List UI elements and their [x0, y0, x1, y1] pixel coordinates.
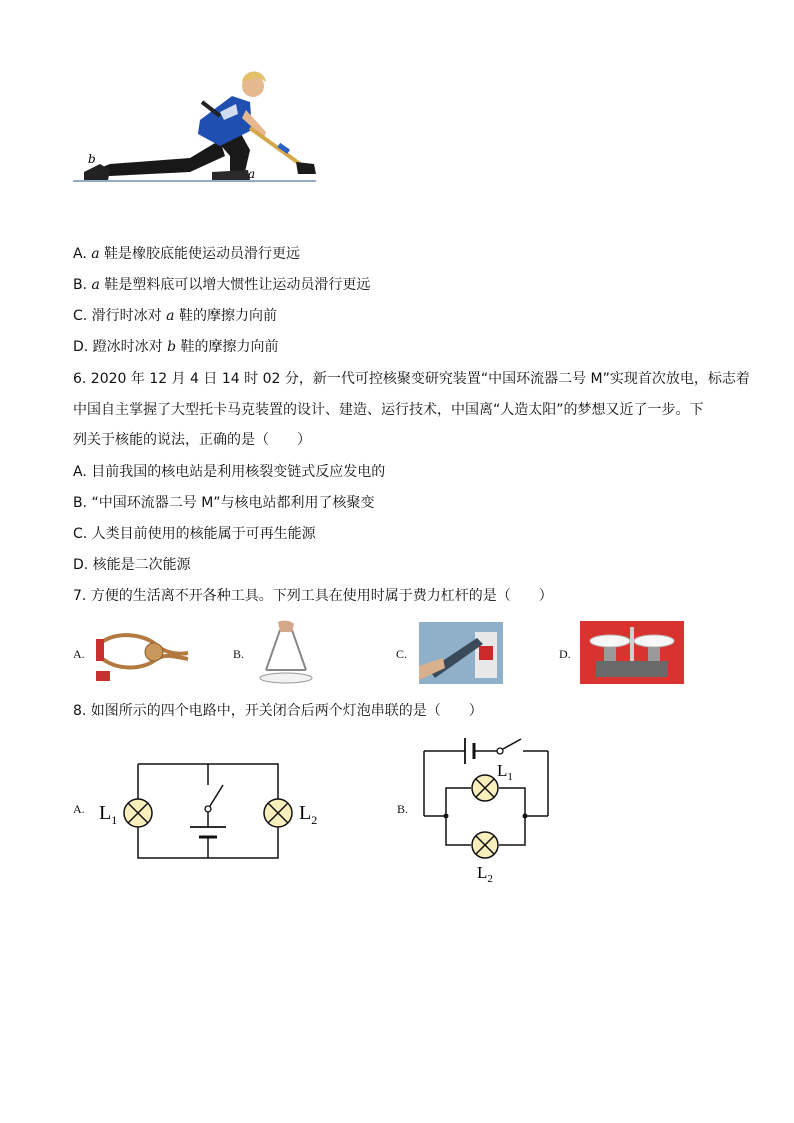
q7-label-a: A. [73, 647, 85, 661]
q6-stem-line3: 列关于核能的说法，正确的是（ ） [73, 432, 311, 448]
q7-label-b: B. [233, 647, 245, 661]
label-a: a [248, 167, 256, 181]
curler-figure [70, 60, 330, 190]
circuit-b-l2-label: $L_2$ [477, 863, 493, 885]
circuit-a-lamp-l1 [124, 799, 152, 827]
circuit-b-lamp-l2 [472, 832, 498, 858]
athlete-back-leg [90, 140, 225, 176]
q7-label-d: D. [559, 647, 571, 661]
plate-tongs-image [256, 620, 316, 684]
circuit-a-lamp-l2 [264, 799, 292, 827]
shoe-a [212, 170, 250, 180]
q7-label-c: C. [396, 647, 408, 661]
q8-label-a: A. [73, 802, 85, 816]
q5-option-d: D. 蹬冰时冰对 b 鞋的摩擦力向前 [73, 339, 279, 355]
q6-option-b: B. “中国环流器二号 M”与核电站都利用了核聚变 [73, 495, 375, 511]
q7-stem: 7. 方便的生活离不开各种工具。下列工具在使用时属于费力杠杆的是（ ） [73, 588, 553, 604]
q8-stem: 8. 如图所示的四个电路中，开关闭合后两个灯泡串联的是（ ） [73, 703, 483, 719]
bottle-opener-image [419, 622, 503, 684]
q5-option-b: B. a 鞋是塑料底可以增大惯性让运动员滑行更远 [73, 277, 371, 293]
q5-option-a: A. a 鞋是橡胶底能使运动员滑行更远 [73, 246, 301, 262]
circuit-b-switch [503, 739, 521, 749]
circuit-a-l2-label: $L_2$ [299, 802, 318, 827]
q5-option-c: C. 滑行时冰对 a 鞋的摩擦力向前 [73, 308, 277, 324]
broom-head [296, 162, 316, 174]
q6-option-d: D. 核能是二次能源 [73, 557, 191, 573]
nutcracker-image [96, 625, 191, 685]
circuit-a-diagram [95, 755, 330, 865]
q8-label-b: B. [397, 802, 409, 816]
circuit-b-l1-label: $L_1$ [497, 761, 513, 783]
circuit-a-switch-pivot [205, 806, 211, 812]
circuit-b-diagram [415, 732, 560, 892]
circuit-b-switch-pivot [497, 748, 503, 754]
q6-option-a: A. 目前我国的核电站是利用核裂变链式反应发电的 [73, 464, 386, 480]
q6-stem-line2: 中国自主掌握了大型托卡马克装置的设计、建造、运行技术，中国离“人造太阳”的梦想又近了一步。下 [73, 402, 704, 418]
q6-option-c: C. 人类目前使用的核能属于可再生能源 [73, 526, 316, 542]
circuit-b-lamp-l1 [472, 775, 498, 801]
balance-scale-image [580, 621, 684, 684]
circuit-a-l1-label: $L_1$ [99, 802, 118, 827]
circuit-a-switch [210, 785, 223, 806]
q6-stem-line1: 6. 2020 年 12 月 4 日 14 时 02 分，新一代可控核聚变研究装置“中国环流器二号 M”实现首次放电，标志着 [73, 371, 750, 387]
label-b: b [88, 152, 96, 166]
broom-handle [250, 128, 300, 164]
